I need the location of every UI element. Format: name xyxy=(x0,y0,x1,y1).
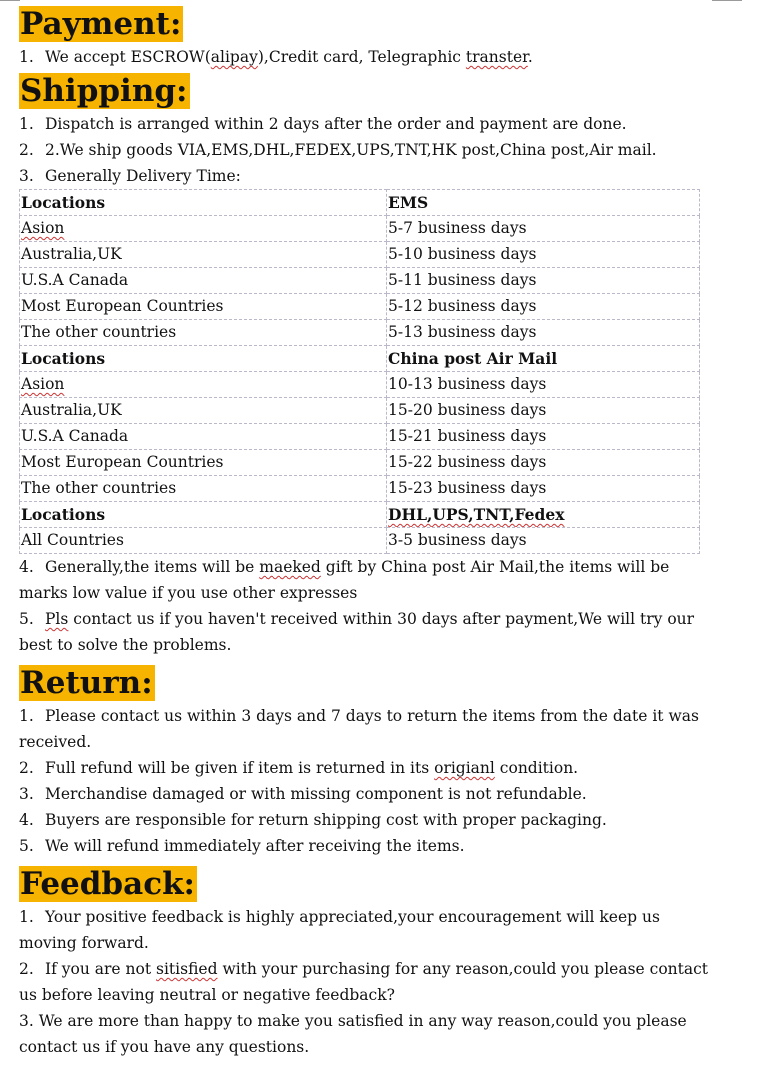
page-corner-mark-left xyxy=(0,0,20,1)
table-row xyxy=(20,450,700,476)
item-number: 1. xyxy=(19,908,34,926)
item-text: We will refund immediately after receiving the items. xyxy=(45,837,465,855)
shipping-section xyxy=(19,73,719,658)
item-text: ),Credit card, Telegraphic xyxy=(257,48,466,66)
table-row xyxy=(20,242,700,268)
table-cell: 5-11 business days xyxy=(387,268,700,294)
shipping-note xyxy=(19,606,719,658)
misspelled-word: sitisfied xyxy=(156,960,218,978)
item-number: 2. xyxy=(19,759,34,777)
item-text: We accept ESCROW( xyxy=(45,48,211,66)
table-cell: 5-10 business days xyxy=(387,242,700,268)
table-row xyxy=(20,476,700,502)
item-number: 1. xyxy=(19,707,34,725)
delivery-time-table xyxy=(19,189,700,554)
table-header-cell: Locations xyxy=(20,346,387,372)
item-number: 3. xyxy=(19,1012,34,1030)
payment-item xyxy=(19,44,719,70)
item-number: 2. xyxy=(19,141,34,159)
item-text: Buyers are responsible for return shipping cost with proper packaging. xyxy=(45,811,607,829)
table-cell: 5-7 business days xyxy=(387,216,700,242)
misspelled-word: Asion xyxy=(21,219,65,237)
item-number: 3. xyxy=(19,167,34,185)
item-text: . xyxy=(527,48,533,66)
return-section xyxy=(19,665,719,859)
table-cell xyxy=(20,372,387,398)
table-cell: 5-13 business days xyxy=(387,320,700,346)
feedback-heading: Feedback: xyxy=(20,866,195,902)
misspelled-word: maeked xyxy=(259,558,321,576)
item-text: contact us if you haven't received within 30 days after payment,We will try our best to solve the problems. xyxy=(19,610,695,654)
shipping-items xyxy=(19,111,719,189)
misspelled-word: Asion xyxy=(21,375,65,393)
shipping-heading: Shipping: xyxy=(20,73,188,109)
table-cell: Australia,UK xyxy=(20,398,387,424)
item-text: Dispatch is arranged within 2 days after the order and payment are done. xyxy=(45,115,627,133)
misspelled-word: DHL,UPS,TNT,Fedex xyxy=(388,505,565,524)
item-text: condition. xyxy=(494,759,579,777)
table-row xyxy=(20,320,700,346)
item-text: Merchandise damaged or with missing component is not refundable. xyxy=(45,785,587,803)
item-text: Generally,the items will be xyxy=(45,558,260,576)
misspelled-word: Pls xyxy=(45,610,69,628)
table-cell: Australia,UK xyxy=(20,242,387,268)
table-row xyxy=(20,398,700,424)
document-page xyxy=(19,6,719,1060)
table-cell: The other countries xyxy=(20,476,387,502)
table-header-cell: EMS xyxy=(387,190,700,216)
return-items xyxy=(19,703,719,859)
item-text: Generally Delivery Time: xyxy=(45,167,241,185)
item-text: gift by China post Air Mail,the items will be marks low value if you use other expresses xyxy=(19,558,670,602)
table-header-cell: China post Air Mail xyxy=(387,346,700,372)
table-cell: 10-13 business days xyxy=(387,372,700,398)
payment-section xyxy=(19,6,719,70)
item-text: Full refund will be given if item is returned in its xyxy=(45,759,435,777)
table-cell: 15-20 business days xyxy=(387,398,700,424)
table-cell: 15-22 business days xyxy=(387,450,700,476)
table-cell xyxy=(20,216,387,242)
feedback-item xyxy=(19,904,719,956)
table-cell: Most European Countries xyxy=(20,294,387,320)
shipping-item xyxy=(19,163,719,189)
item-text: 2.We ship goods VIA,EMS,DHL,FEDEX,UPS,TNT,HK post,China post,Air mail. xyxy=(45,141,657,159)
table-row xyxy=(20,268,700,294)
return-item xyxy=(19,755,719,781)
return-item xyxy=(19,807,719,833)
feedback-section xyxy=(19,866,719,1060)
item-number: 1. xyxy=(19,115,34,133)
table-cell: 3-5 business days xyxy=(387,528,700,554)
shipping-item xyxy=(19,111,719,137)
item-number: 5. xyxy=(19,610,34,628)
item-text: If you are not xyxy=(45,960,157,978)
table-header-cell: Locations xyxy=(20,190,387,216)
feedback-items xyxy=(19,904,719,1060)
return-item xyxy=(19,781,719,807)
item-number: 3. xyxy=(19,785,34,803)
table-header-cell: Locations xyxy=(20,502,387,528)
table-header-row xyxy=(20,190,700,216)
table-row xyxy=(20,372,700,398)
table-cell: The other countries xyxy=(20,320,387,346)
return-item xyxy=(19,833,719,859)
item-text: Please contact us within 3 days and 7 days to return the items from the date it was received. xyxy=(19,707,699,751)
item-number: 1. xyxy=(19,48,34,66)
item-text: with your purchasing for any reason,could you please contact us before leaving neutral or negative feedback? xyxy=(19,960,709,1004)
misspelled-word: alipay xyxy=(210,48,258,66)
feedback-item xyxy=(19,956,719,1008)
return-item xyxy=(19,703,719,755)
misspelled-word: transter xyxy=(465,48,528,66)
table-row xyxy=(20,216,700,242)
table-header-cell xyxy=(387,502,700,528)
item-number: 4. xyxy=(19,558,34,576)
payment-heading: Payment: xyxy=(20,6,182,42)
item-number: 5. xyxy=(19,837,34,855)
misspelled-word: origianl xyxy=(434,759,495,777)
shipping-note xyxy=(19,554,719,606)
shipping-item xyxy=(19,137,719,163)
table-row xyxy=(20,424,700,450)
table-cell: All Countries xyxy=(20,528,387,554)
item-text: We are more than happy to make you satisfied in any way reason,could you please contact us if you have any questions. xyxy=(19,1012,687,1056)
return-heading: Return: xyxy=(20,665,153,701)
table-cell: Most European Countries xyxy=(20,450,387,476)
table-row xyxy=(20,294,700,320)
table-row xyxy=(20,528,700,554)
item-text: Your positive feedback is highly appreciated,your encouragement will keep us moving forward. xyxy=(19,908,660,952)
table-cell: 15-23 business days xyxy=(387,476,700,502)
table-cell: U.S.A Canada xyxy=(20,424,387,450)
table-header-row xyxy=(20,502,700,528)
item-number: 4. xyxy=(19,811,34,829)
page-corner-mark-right xyxy=(712,0,742,1)
item-number: 2. xyxy=(19,960,34,978)
feedback-item xyxy=(19,1008,719,1060)
table-header-row xyxy=(20,346,700,372)
table-cell: 5-12 business days xyxy=(387,294,700,320)
table-cell: 15-21 business days xyxy=(387,424,700,450)
table-cell: U.S.A Canada xyxy=(20,268,387,294)
